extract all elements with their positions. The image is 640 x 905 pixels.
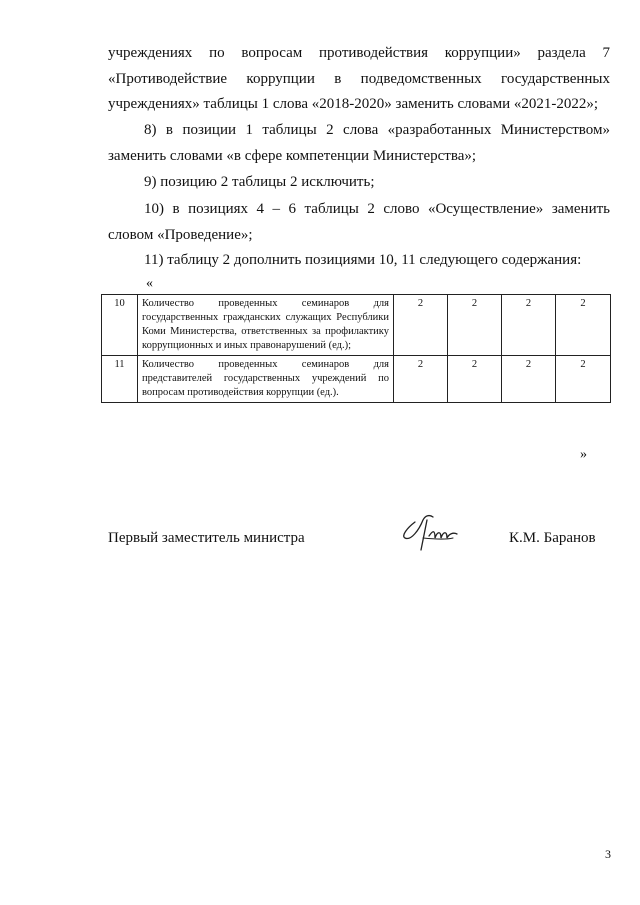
- table-row: [102, 356, 611, 403]
- table-row: [102, 295, 611, 356]
- row-value: 2: [556, 356, 611, 403]
- row-value: 2: [556, 295, 611, 356]
- closing-quote: »: [580, 447, 587, 462]
- row-value: 2: [394, 356, 448, 403]
- row-value: 2: [448, 356, 502, 403]
- row-description: Количество проведенных семинаров для государственных гражданских служащих Республики Коми Министерства, ответственных за профилактику коррупционных и иных правонарушений (ед.);: [138, 295, 394, 356]
- paragraph-item-8: 8) в позиции 1 таблицы 2 слова «разработанных Министерством» заменить словами «в сфере компетенции Министерства»;: [108, 122, 610, 164]
- opening-quote: «: [146, 276, 153, 291]
- signatory-name: К.М. Баранов: [509, 530, 596, 546]
- row-value: 2: [502, 295, 556, 356]
- row-value: 2: [394, 295, 448, 356]
- paragraph-continuation: учреждениях по вопросам противодействия коррупции» раздела 7 «Противодействие коррупции в подведомственных государственных учреждениях» таблицы 1 слова «2018-2020» заменить словами «2021-2022»;: [108, 45, 610, 112]
- row-value: 2: [448, 295, 502, 356]
- row-description: Количество проведенных семинаров для представителей государственных учреждений по вопросам противодействия коррупции (ед.).: [138, 356, 394, 403]
- signatory-title: Первый заместитель министра: [108, 530, 305, 546]
- paragraph-item-11: 11) таблицу 2 дополнить позициями 10, 11 следующего содержания:: [144, 252, 582, 268]
- positions-table: [101, 294, 611, 403]
- page-number: 3: [605, 847, 611, 861]
- row-value: 2: [502, 356, 556, 403]
- row-number: 11: [102, 356, 138, 403]
- paragraph-item-9: 9) позицию 2 таблицы 2 исключить;: [144, 174, 375, 190]
- row-number: 10: [102, 295, 138, 356]
- handwritten-signature: [393, 508, 471, 556]
- paragraph-item-10: 10) в позициях 4 – 6 таблицы 2 слово «Осуществление» заменить словом «Проведение»;: [108, 201, 610, 243]
